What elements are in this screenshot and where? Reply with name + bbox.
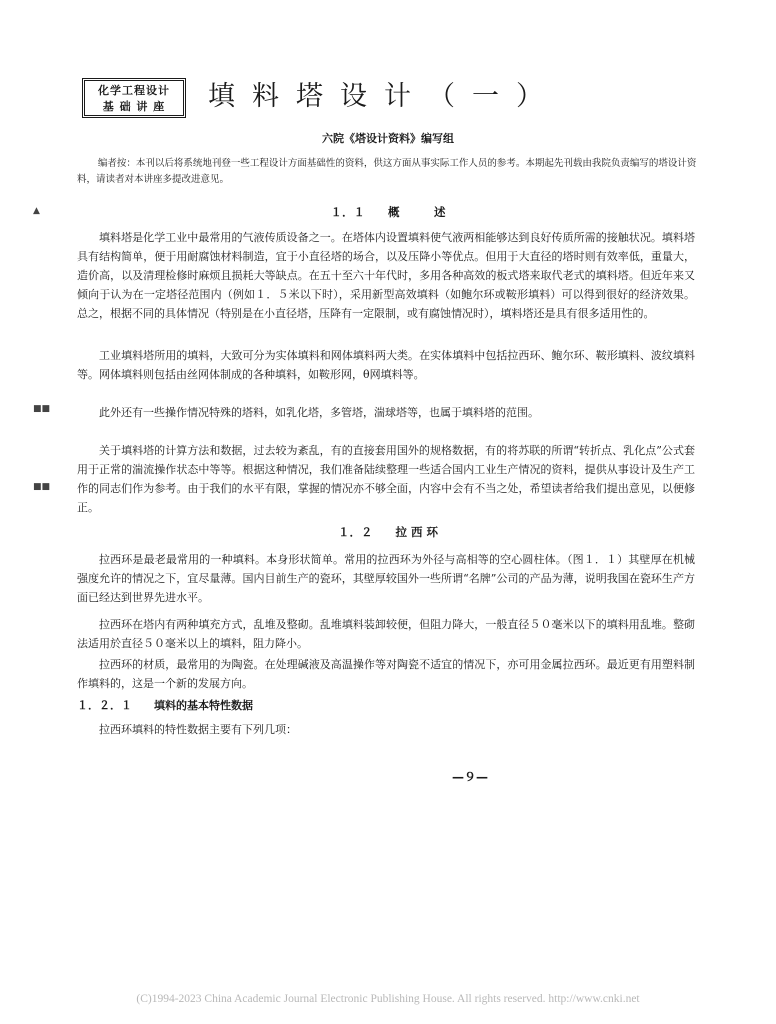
margin-mark-3: ■■ bbox=[33, 482, 51, 492]
paragraph-1-1-2: 工业填料塔所用的填料，大致可分为实体填料和网体填料两大类。在实体填料中包括拉西环、鲍尔环、鞍形填料、波纹填料等。网体填料则包括由丝网体制成的各种填料，如鞍形网，θ网填料等。 bbox=[77, 349, 695, 381]
series-label-line1: 化学工程设计 bbox=[98, 84, 170, 97]
subsection-heading-1-2-1: １．２．１ 填料的基本特性数据 bbox=[77, 699, 253, 712]
series-label-line2: 基 础 讲 座 bbox=[102, 100, 166, 113]
section-heading-1-1: １．１ 概 述 bbox=[330, 205, 446, 219]
copyright-footer: (C)1994-2023 China Academic Journal Electronic Publishing House. All rights reserved. http://www.cnki.net bbox=[136, 993, 640, 1005]
paragraph-1-1-3: 此外还有一些操作情况特殊的塔料，如乳化塔，多管塔，湍球塔等，也属于填料塔的范围。 bbox=[99, 406, 539, 419]
paragraph-1-2-2: 拉西环在塔内有两种填充方式，乱堆及整砌。乱堆填料装卸较便，但阻力降大，一般直径５０毫米以下的填料用乱堆。整砌法适用於直径５０毫米以上的填料，阻力降小。 bbox=[77, 618, 695, 650]
article-title: 填料塔设计（一） bbox=[208, 81, 560, 112]
series-label-box bbox=[82, 78, 186, 118]
article-authors: 六院《塔设计资料》编写组 bbox=[322, 132, 454, 145]
paragraph-1-2-1: 拉西环是最老最常用的一种填料。本身形状简单。常用的拉西环为外径与高相等的空心圆柱体。（图１．１）其壁厚在机械强度允许的情况之下，宜尽量薄。国内目前生产的瓷环，其壁厚较国外一些所谓“名牌”公司的产品为薄，说明我国在瓷环生产方面已经达到世界先进水平。 bbox=[77, 553, 695, 604]
margin-mark-1: ▲ bbox=[33, 206, 40, 216]
paragraph-1-1-1: 填料塔是化学工业中最常用的气液传质设备之一。在塔体内设置填料使气液两相能够达到良好传质所需的接触状况。填料塔具有结构简单，便于用耐腐蚀材料制造，宜于小直径塔的场合，以及压降小等优点。但用于大直径的塔时则有效率低，重量大，造价高，以及清理检修时麻烦且损耗大等缺点。在五十至六十年代时，多用各种高效的板式塔来取代老式的填料塔。但近年来又倾向于认为在一定塔径范围内（例如１．５米以下时），采用新型高效填料（如鲍尔环或鞍形填料）可以得到很好的经济效果。总之，根据不同的具体情况（特别是在小直径塔，压降有一定限制，或有腐蚀情况时），填料塔还是具有很多适用性的。 bbox=[77, 231, 695, 320]
margin-mark-2: ■■ bbox=[33, 404, 51, 414]
section-heading-1-2: １．２ 拉 西 环 bbox=[337, 525, 438, 539]
paragraph-1-1-4: 关于填料塔的计算方法和数据，过去较为紊乱，有的直接套用国外的规格数据，有的将苏联的所谓“转折点、乳化点”公式套用于正常的湍流操作状态中等等。根据这种情况，我们准备陆续整理一些适合国内工业生产情况的资料，提供从事设计及生产工作的同志们作为参考。由于我们的水平有限，掌握的情况亦不够全面，内容中会有不当之处，希望读者给我们提出意见，以便修正。 bbox=[77, 444, 695, 514]
page-number: —９— bbox=[452, 770, 489, 784]
paragraph-1-2-3: 拉西环的材质，最常用的为陶瓷。在处理碱液及高温操作等对陶瓷不适宜的情况下，亦可用金属拉西环。最近更有用塑料制作填料的，这是一个新的发展方向。 bbox=[77, 658, 695, 690]
editor-note: 编者按：本刊以后将系统地刊登一些工程设计方面基础性的资料，供这方面从事实际工作人员的参考。本期起先刊载由我院负责编写的塔设计资料，请读者对本讲座多提改进意见。 bbox=[77, 158, 697, 185]
paragraph-1-2-1-1: 拉西环填料的特性数据主要有下列几项： bbox=[99, 723, 297, 736]
